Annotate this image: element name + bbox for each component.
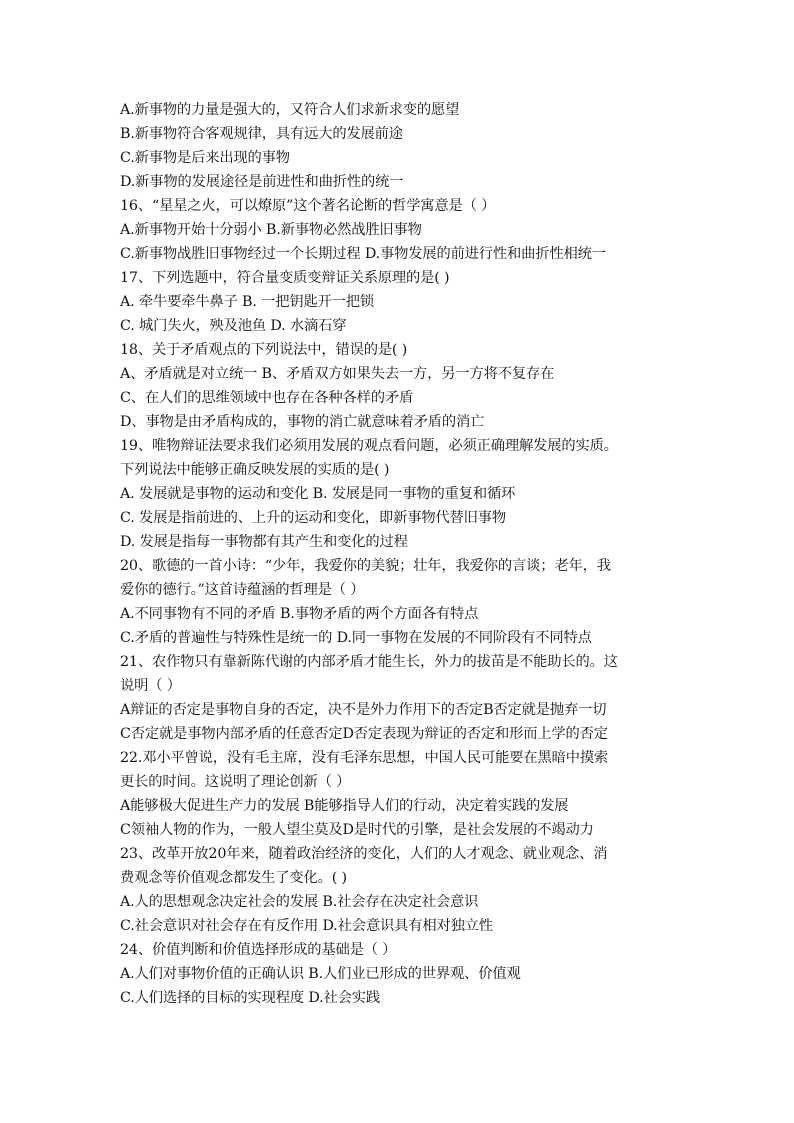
option-line: A. 发展就是事物的运动和变化 B. 发展是同一事物的重复和循环 [120, 486, 516, 502]
question-20: 20、歌德的一首小诗：“少年，我爱你的美貌；壮年，我爱你的言谈；老年，我 [120, 558, 611, 574]
option-line: A.人们对事物价值的正确认识 B.人们业已形成的世界观、价值观 [120, 966, 521, 982]
question-19-cont: 下列说法中能够正确反映发展的实质的是( ) [120, 462, 390, 478]
option-line: C.矛盾的普遍性与特殊性是统一的 D.同一事物在发展的不同阶段有不同特点 [120, 630, 592, 646]
question-24: 24、价值判断和价值选择形成的基础是（ ） [120, 942, 397, 958]
option-line: C、在人们的思维领域中也存在各种各样的矛盾 [120, 390, 414, 406]
option-line: C.人们选择的目标的实现程度 D.社会实践 [120, 990, 380, 1006]
option-line: D、事物是由矛盾构成的，事物的消亡就意味着矛盾的消亡 [120, 414, 485, 430]
question-17: 17、下列选题中，符合量变质变辩证关系原理的是( ) [120, 270, 450, 286]
option-line: C.新事物战胜旧事物经过一个长期过程 D.事物发展的前进行性和曲折性相统一 [120, 246, 606, 262]
option-line: A辩证的否定是事物自身的否定，决不是外力作用下的否定B否定就是抛弃一切 [120, 702, 607, 718]
option-line: C. 发展是指前进的、上升的运动和变化，即新事物代替旧事物 [120, 510, 507, 526]
question-16: 16、“星星之火，可以燎原”这个著名论断的哲学寓意是（ ） [120, 198, 496, 214]
option-line: A能够极大促进生产力的发展 B能够指导人们的行动，决定着实践的发展 [120, 798, 569, 814]
question-19: 19、唯物辩证法要求我们必须用发展的观点看问题，必须正确理解发展的实质。 [120, 438, 618, 454]
question-21-cont: 说明（ ） [120, 678, 181, 694]
option-line: C否定就是事物内部矛盾的任意否定D否定表现为辩证的否定和形而上学的否定 [120, 726, 608, 742]
question-18: 18、关于矛盾观点的下列说法中，错误的是( ) [120, 342, 408, 358]
option-line: A.人的思想观念决定社会的发展 B.社会存在决定社会意识 [120, 894, 479, 910]
question-21: 21、农作物只有靠新陈代谢的内部矛盾才能生长，外力的拔苗是不能助长的。这 [120, 654, 618, 670]
option-line: C. 城门失火，殃及池鱼 D. 水滴石穿 [120, 318, 347, 334]
option-line: A.新事物的力量是强大的，又符合人们求新求变的愿望 [120, 102, 460, 118]
option-line: D. 发展是指每一事物都有其产生和变化的过程 [120, 534, 408, 550]
option-line: C领袖人物的作为，一般人望尘莫及D是时代的引擎，是社会发展的不竭动力 [120, 822, 594, 838]
question-text-block [120, 98, 680, 1010]
option-line: A、矛盾就是对立统一 B、矛盾双方如果失去一方，另一方将不复存在 [120, 366, 555, 382]
question-20-cont: 爱你的德行。”这首诗蕴涵的哲理是（ ） [120, 582, 365, 598]
option-line: C.新事物是后来出现的事物 [120, 150, 290, 166]
question-22: 22.邓小平曾说，没有毛主席，没有毛泽东思想，中国人民可能要在黑暗中摸索 [120, 750, 609, 766]
option-line: A.新事物开始十分弱小 B.新事物必然战胜旧事物 [120, 222, 422, 238]
option-line: B.新事物符合客观规律，具有远大的发展前途 [120, 126, 403, 142]
option-line: A.不同事物有不同的矛盾 B.事物矛盾的两个方面各有特点 [120, 606, 479, 622]
question-23-cont: 费观念等价值观念都发生了变化。( ) [120, 870, 347, 886]
question-23: 23、改革开放20年来，随着政治经济的变化，人们的人才观念、就业观念、消 [120, 846, 608, 862]
option-line: A. 牵牛要牵牛鼻子 B. 一把钥匙开一把锁 [120, 294, 375, 310]
option-line: C.社会意识对社会存在有反作用 D.社会意识具有相对独立性 [120, 918, 493, 934]
question-22-cont: 更长的时间。这说明了理论创新（ ） [120, 774, 351, 790]
option-line: D.新事物的发展途径是前进性和曲折性的统一 [120, 174, 404, 190]
